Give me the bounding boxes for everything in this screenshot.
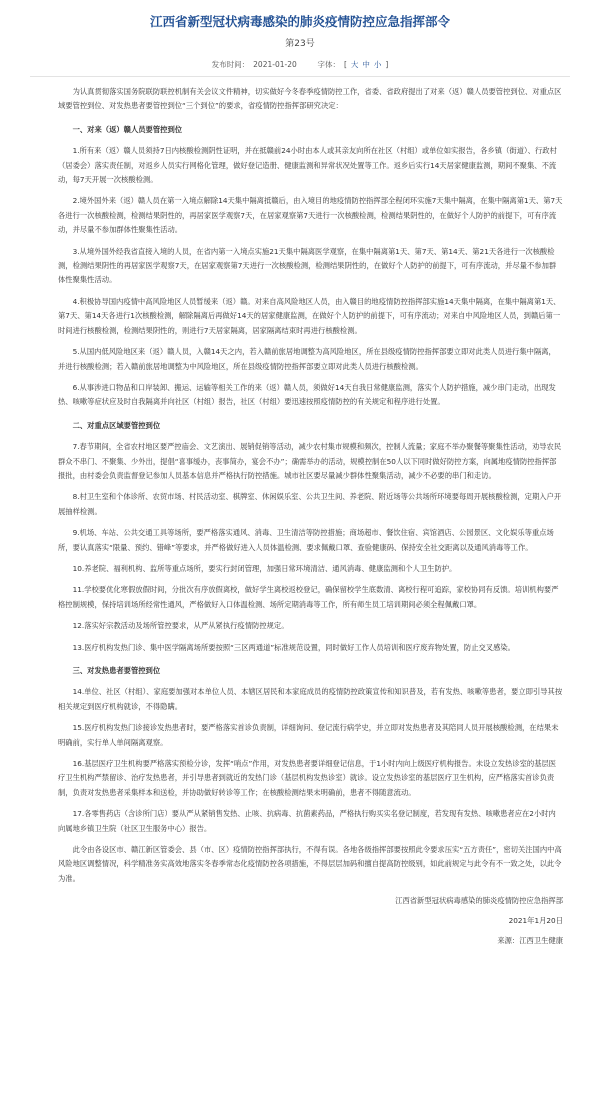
paragraph: 14.单位、社区（村组）、家庭要加强对本单位人员、本辖区居民和本家庭成员的疫情防控政策宣传和知识普及，若有发热、咳嗽等患者，要立即引导其按相关规定到医疗机构就诊，不得隐瞒。	[58, 687, 563, 711]
paragraph: 5.从国内低风险地区来（返）赣人员，入赣14天之内，若入赣前旅居地调整为高风险地区，所在县级疫情防控指挥部要立即对此类人员进行集中隔离，并进行核酸检测；若入赣前旅居地调整为中风险地区，所在县级疫情防控指挥部要立即对此类人员进行核酸检测。	[58, 347, 556, 371]
font-close: ]	[385, 60, 389, 69]
paragraph: 2.境外国外来（返）赣人员在第一入境点解除14天集中隔离抵赣后，由入境目的地疫情防控指挥部全程闭环实施7天集中隔离，在集中隔离第1天、第7天各进行一次核酸检测，检测结果阴性的，再居家医学观察7天，在居家观察第7天进行一次核酸检测，检测结果阴性的，在做好个人防护的前提下，可有序流动，并尽量不参加群体性聚集性活动。	[58, 196, 563, 235]
signature-date: 2021年1月20日	[508, 916, 563, 926]
paragraph: 7.春节期间，全省农村地区要严控庙会、文艺演出、展销促销等活动，减少农村集市规模和频次，控制人流量；家庭不举办聚餐等聚集性活动，劝导农民群众不串门、不聚集、少外出，提倡“喜事缓办，丧事简办，宴会不办”；确需举办的活动，规模控制在50人以下同时做好防控方案，向属地疫情防控指挥部报批，由村委会负责监督登记参加人员基本信息并严格执行防控措施。城市社区要尽量减少群体性聚集活动，减少不必要的串门和走访。	[58, 442, 562, 480]
section-heading: 一、对来（返）赣人员要管控到位	[72, 124, 183, 134]
section-heading: 三、对发热患者要管控到位	[72, 666, 161, 675]
signature-org: 江西省新型冠状病毒感染的肺炎疫情防控应急指挥部	[395, 896, 563, 906]
font-size-label: 字体：	[317, 60, 340, 69]
paragraph: 11.学校要优化寒假放假时间，分批次有序放假离校，做好学生离校返校登记，确保留校学生底数清、离校行程可追踪，家校协同有反馈。培训机构要严格控制规模，保持培训场所经常性通风，严格做好入口体温检测、场所定期消毒等工作，所有师生员工培训期间必须全程佩戴口罩。	[58, 585, 559, 609]
document-number: 第23号	[285, 39, 315, 49]
paragraph: 16.基层医疗卫生机构要严格落实预检分诊，发挥“哨点”作用，对发热患者要详细登记信息，于1小时内向上级医疗机构报告。未设立发热诊室的基层医疗卫生机构严禁留诊、治疗发热患者，并引导患者到就近的发热门诊（基层机构发热诊室）就诊。设立发热诊室的基层医疗卫生机构，应严格落实首诊负责制，负责对发热患者采集样本和送检，并协助做好转诊等工作；在核酸检测结果未明确前，患者不得随意流动。	[58, 759, 557, 797]
section-heading: 二、对重点区域要管控到位	[72, 420, 161, 430]
closing-paragraph: 此令由各设区市、赣江新区管委会、县（市、区）疫情防控指挥部执行，不得有误。各地各级指挥部要按照此令要求压实“五方责任”，密切关注国内中高风险地区调整情况，科学精准务实高效地落实冬春季常态化疫情防控各项措施，不得层层加码和擅自提高防控级别，如此前规定与此令有不一致之处，以此令为准。	[58, 845, 562, 883]
paragraph: 17.各零售药店（含诊所门店）要从严从紧销售发热、止咳、抗病毒、抗菌素药品，严格执行购买实名登记制度，若发现有发热、咳嗽患者应在2小时内向属地乡镇卫生院（社区卫生服务中心）报告。	[58, 809, 556, 833]
paragraph: 10.养老院、福利机构、监所等重点场所，要实行封闭管理，加强日常环境清洁、通风消毒、健康监测和个人卫生防护。	[72, 563, 457, 573]
font-size-small-link[interactable]: 小	[373, 60, 382, 69]
font-size-medium-link[interactable]: 中	[362, 60, 370, 69]
page-title: 江西省新型冠状病毒感染的肺炎疫情防控应急指挥部令	[149, 14, 450, 29]
font-open: [	[343, 60, 347, 69]
paragraph: 15.医疗机构发热门诊接诊发热患者时，要严格落实首诊负责制，详细询问、登记流行病学史，并立即对发热患者及其陪同人员开展核酸检测，在结果未明确前，实行单人单间隔离观察。	[58, 723, 559, 747]
paragraph: 1.所有来（返）赣人员须持7日内核酸检测阴性证明，并在抵赣前24小时由本人或其亲友向所在社区（村组）或单位如实报告，各乡镇（街道）、行政村（居委会）落实责任制，对返乡人员实行网格化管理，做好登记造册、健康监测和异常状况处置等工作。返乡后实行14天居家健康监测，期间不聚集、不流动，每7天开展一次核酸检测。	[58, 146, 557, 185]
signature-block	[58, 894, 563, 948]
paragraph: 6.从事涉进口物品和口岸装卸、搬运、运输等相关工作的来（返）赣人员，须做好14天自我日常健康监测，落实个人防护措施，减少串门走动，出现发热、咳嗽等症状应及时自我隔离并向社区（村组）报告，社区（村组）要迅速按照疫情防控的有关规定和程序进行处置。	[58, 382, 556, 407]
paragraph: 8.村卫生室和个体诊所、农贸市场、村民活动室、棋牌室、休闲娱乐室、公共卫生间、养老院、附近场等公共场所环境要每周开展核酸检测，定期入户开展抽样检测。	[58, 492, 562, 516]
paragraph: 3.从境外国外经我省直接入境的人员，在省内第一入境点实施21天集中隔离医学观察，在集中隔离第1天、第7天、第14天、第21天各进行一次核酸检测，检测结果阴性的再居家医学观察7天，在居家观察第7天进行一次核酸检测，检测结果阴性的，在做好个人防护的前提下，可有序流动，并尽量不参加群体性聚集性活动。	[58, 246, 557, 285]
intro-paragraph: 为认真贯彻落实国务院联防联控机制有关会议文件精神，切实做好今冬春季疫情防控工作，省委、省政府提出了对来（返）赣人员要管控到位、对重点区域要管控到位、对发热患者要管控到位“三个到位”的要求，省疫情防控指挥部研究决定：	[58, 87, 562, 111]
source-line: 来源：江西卫生健康	[497, 936, 563, 946]
font-size-large-link[interactable]: 大	[350, 60, 359, 69]
paragraph: 4.积极协导国内疫情中高风险地区人员暂缓来（返）赣。对来自高风险地区人员，由入赣目的地疫情防控指挥部实施14天集中隔离，在集中隔离第1天、第7天、第14天各进行1次核酸检测，解除隔离后再做好14天的居家健康监测，在做好个人防护的前提下，可有序流动；对来自中风险地区人员，到赣后第一时间进行核酸检测，检测结果阴性的，则进行7天居家隔离，居家隔离结束时再进行核酸检测。	[58, 296, 561, 335]
paragraph: 13.医疗机构发热门诊、集中医学隔离场所要按照“三区两通道”标准规范设置，同时做好工作人员培训和医疗废弃物处置，防止交叉感染。	[72, 642, 515, 652]
meta-bar	[0, 59, 600, 76]
publish-date: 2021-01-20	[253, 60, 297, 69]
paragraph: 9.机场、车站、公共交通工具等场所，要严格落实通风、消毒、卫生清洁等防控措施；商场超市、餐饮住宿、宾馆酒店、公园景区、文化娱乐等重点场所，要认真落实“限量、预约、错峰”等要求，并严格做好进入人员体温检测、要求佩戴口罩、查验健康码、保持安全社交距离以及通风消毒等工作。	[58, 528, 554, 552]
paragraph: 12.落实好宗教活动及场所管控要求，从严从紧执行疫情防控规定。	[72, 621, 289, 631]
article-body	[0, 77, 600, 948]
publish-label: 发布时间：	[211, 60, 250, 69]
